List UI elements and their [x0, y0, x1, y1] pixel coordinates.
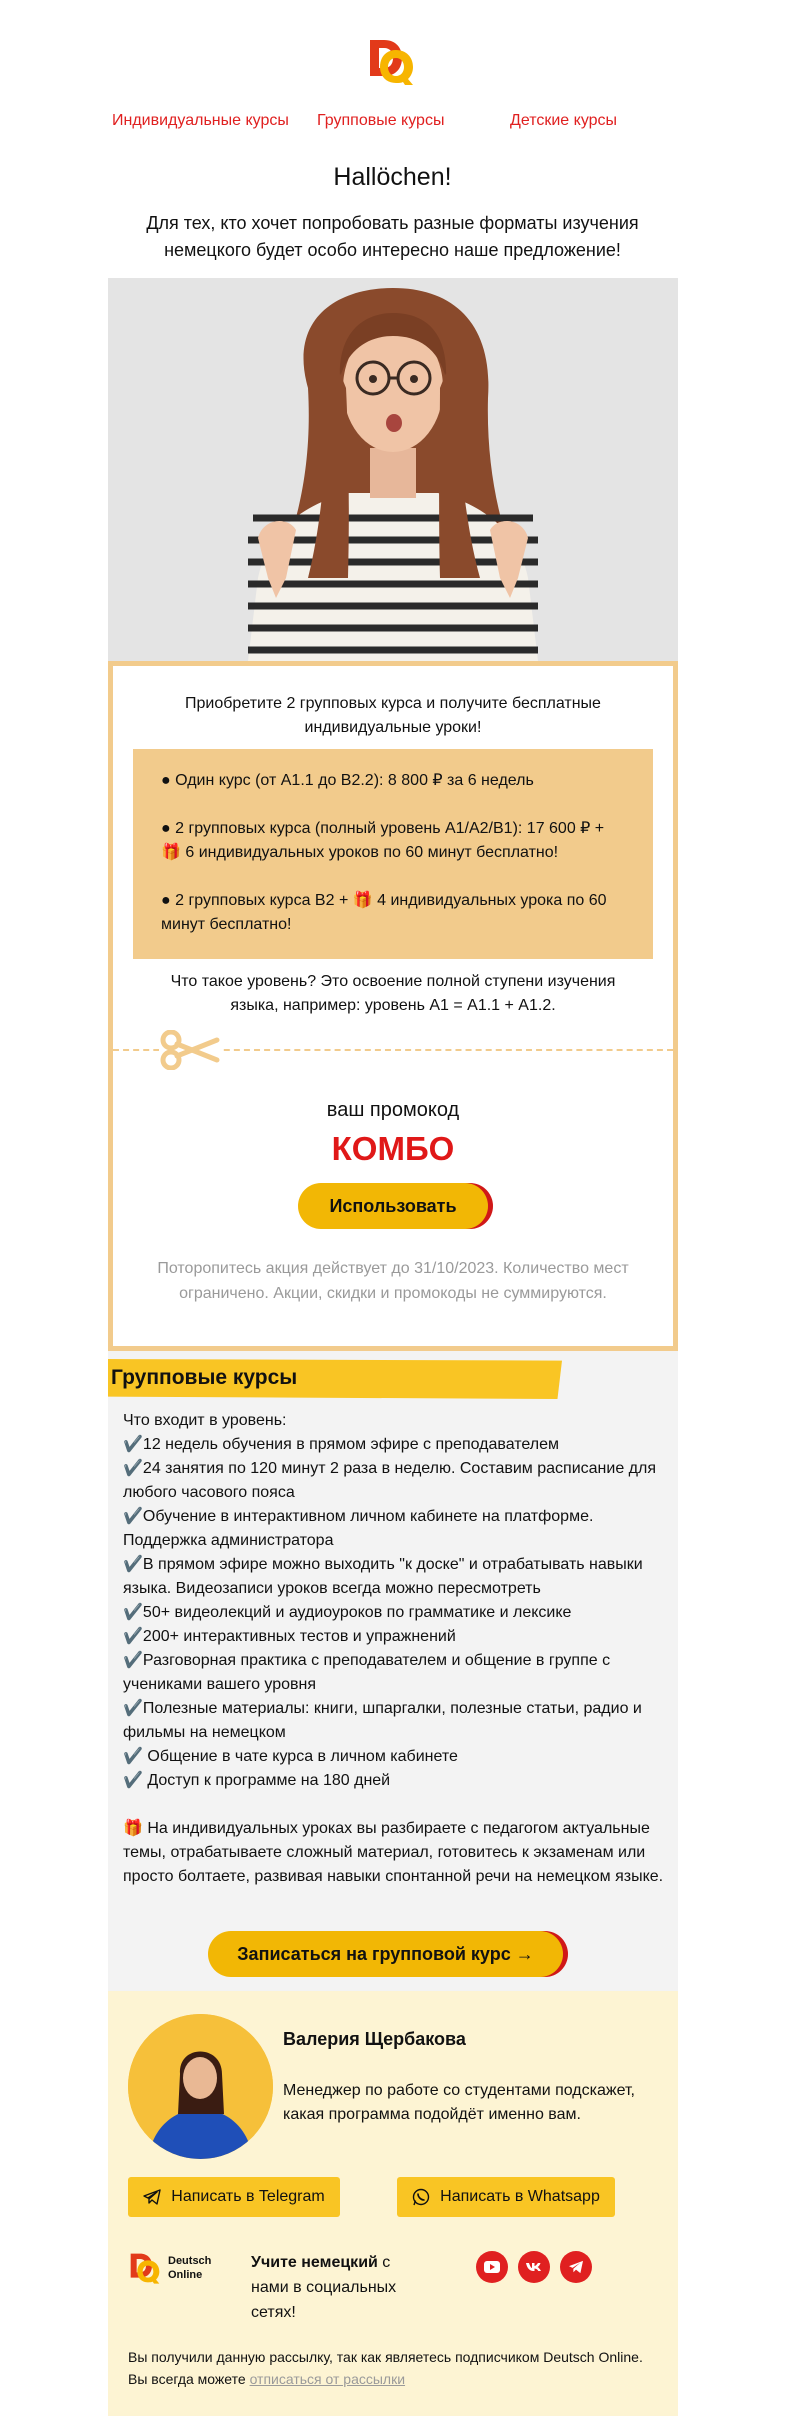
top-nav [0, 112, 785, 138]
promo-terms: Поторопитесь акция действует до 31/10/2023. Количество мест ограничено. Акции, скидки и промокоды не суммируются. [157, 1260, 629, 1302]
level-explanation: Что такое уровень? Это освоение полной ступени изучения языка, например: уровень А1 = А1.1 + А1.2. [170, 973, 616, 1014]
feature-item: ✔️Полезные материалы: книги, шпаргалки, полезные статьи, радио и фильмы на немецком [123, 1700, 642, 1741]
telegram-button-label: Написать в Telegram [171, 2188, 325, 2205]
scissors-icon [159, 1030, 221, 1070]
unsubscribe-link[interactable]: отписаться от рассылки [249, 2371, 406, 2387]
feature-item: ✔️200+ интерактивных тестов и упражнений [123, 1628, 456, 1645]
included-intro: Что входит в уровень: [123, 1412, 287, 1429]
whatsapp-icon [412, 2188, 430, 2206]
subscription-text: Вы получили данную рассылку, так как являетесь подписчиком Deutsch Online. Вы всегда можете [128, 2349, 643, 2387]
offer-item: ● 2 групповых курса (полный уровень А1/А2/В1): 17 600 ₽ + 🎁 6 индивидуальных уроков по 60 минут бесплатно! [161, 820, 605, 861]
whatsapp-button[interactable] [397, 2177, 615, 2217]
feature-item: ✔️12 недель обучения в прямом эфире с преподавателем [123, 1436, 560, 1453]
nav-kids-courses[interactable]: Детские курсы [510, 112, 618, 129]
brand-line-1: Deutsch [168, 2255, 212, 2267]
manager-description: Менеджер по работе со студентами подскажет, какая программа подойдёт именно вам. [283, 2082, 635, 2123]
feature-item: ✔️Обучение в интерактивном личном кабинете на платформе. Поддержка администратора [123, 1508, 594, 1549]
brand-line-2: Online [168, 2269, 203, 2281]
offer-list [133, 749, 653, 959]
youtube-icon[interactable] [476, 2251, 508, 2283]
group-courses-details [123, 1409, 668, 1889]
brand-logo[interactable] [366, 36, 420, 90]
feature-item: ✔️ Общение в чате курса в личном кабинете [123, 1748, 458, 1765]
use-promo-button[interactable]: Использовать [298, 1183, 488, 1229]
offer-item: ● Один курс (от А1.1 до В2.2): 8 800 ₽ за 6 недель [161, 772, 534, 789]
feature-item: ✔️Разговорная практика с преподавателем и общение в группе с учениками вашего уровня [123, 1652, 611, 1693]
feature-item: ✔️24 занятия по 120 минут 2 раза в неделю. Составим расписание для любого часового пояса [123, 1460, 656, 1501]
vk-icon[interactable] [518, 2251, 550, 2283]
intro-text: Для тех, кто хочет попробовать разные форматы изучения немецкого будет особо интересно наше предложение! [146, 213, 639, 260]
nav-group-courses[interactable]: Групповые курсы [317, 112, 445, 129]
social-cta-rest: с нами в социальных сетях! [251, 2254, 397, 2321]
feature-item: ✔️ Доступ к программе на 180 дней [123, 1772, 391, 1789]
greeting-heading: Hallöchen! [333, 163, 452, 191]
footer-brand-name [168, 2254, 211, 2282]
feature-item: ✔️В прямом эфире можно выходить "к доске" и отрабатывать навыки языка. Видеозаписи уроков всегда можно пересмотреть [123, 1556, 643, 1597]
hero-image [108, 278, 678, 661]
manager-avatar [128, 2014, 273, 2159]
telegram-social-icon[interactable] [560, 2251, 592, 2283]
telegram-button[interactable] [128, 2177, 340, 2217]
footer-logo[interactable] [128, 2251, 164, 2287]
promo-label: ваш промокод [326, 1099, 460, 1121]
offer-title: Приобретите 2 групповых курса и получите бесплатные индивидуальные уроки! [185, 695, 601, 736]
offer-item: ● 2 групповых курса В2 + 🎁 4 индивидуальных урока по 60 минут бесплатно! [161, 892, 607, 933]
whatsapp-button-label: Написать в Whatsapp [440, 2188, 600, 2205]
subscription-note [128, 2346, 658, 2390]
enroll-group-course-button[interactable]: Записаться на групповой курс → [208, 1931, 563, 1977]
nav-individual-courses[interactable]: Индивидуальные курсы [112, 112, 289, 129]
telegram-icon [143, 2189, 161, 2205]
group-courses-title: Групповые курсы [111, 1366, 298, 1389]
promo-code: КОМБО [331, 1130, 455, 1167]
manager-name: Валерия Щербакова [283, 2029, 466, 2049]
group-courses-section [108, 1351, 678, 1991]
individual-lessons-text: 🎁 На индивидуальных уроках вы разбираете с педагогом актуальные темы, отрабатываете сложный материал, готовитесь к экзаменам или просто болтаете, развивая навыки спонтанной речи на немецком языке. [123, 1820, 664, 1885]
social-cta-text [251, 2250, 411, 2325]
offer-box [108, 661, 678, 1351]
feature-item: ✔️50+ видеолекций и аудиоуроков по грамматике и лексике [123, 1604, 572, 1621]
contact-section [108, 1991, 678, 2416]
social-cta-bold: Учите немецкий [251, 2254, 378, 2271]
